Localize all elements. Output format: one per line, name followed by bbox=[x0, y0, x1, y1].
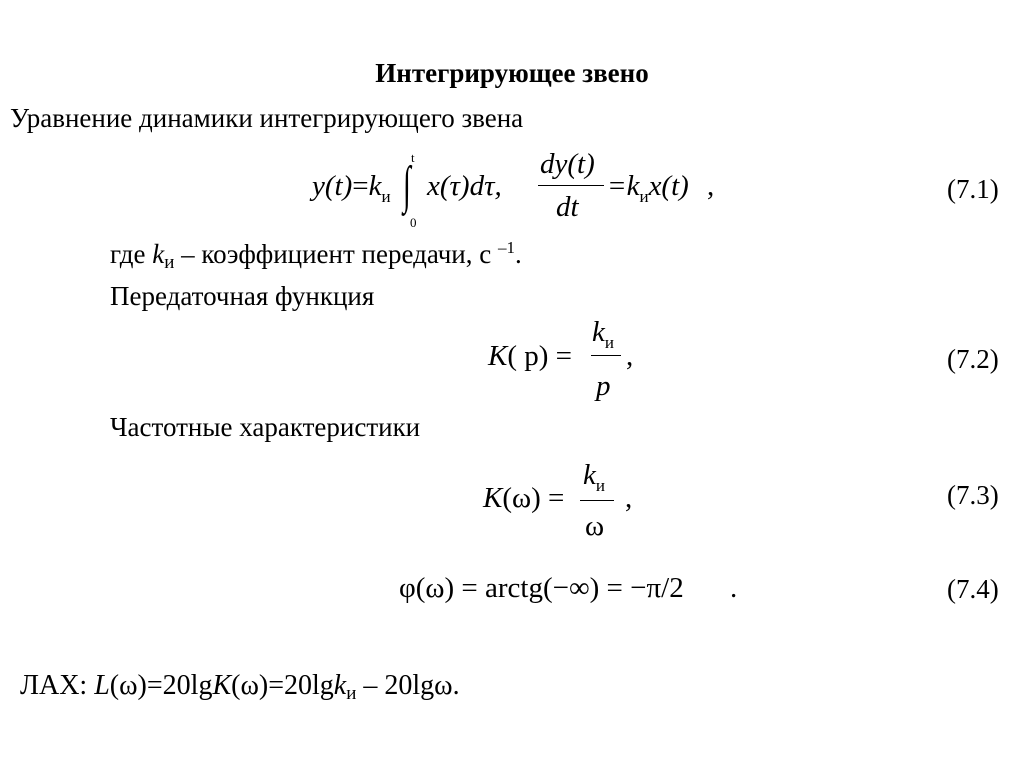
lah-part1: (ω)=20lg bbox=[109, 670, 213, 701]
integral-lower: 0 bbox=[410, 215, 417, 230]
eq2-num-k: k bbox=[592, 316, 605, 348]
eq3-num-k: k bbox=[583, 459, 596, 491]
eq2-number: (7.2) bbox=[947, 344, 999, 374]
lah-part2: (ω)=20lg bbox=[231, 670, 334, 701]
eq2-num-sub: и bbox=[604, 333, 614, 352]
freq-label: Частотные характеристики bbox=[110, 412, 421, 442]
eq3-num bbox=[583, 459, 605, 495]
eq3-K: K bbox=[483, 482, 503, 514]
eq1-rhs-tail: x(t) bbox=[648, 170, 689, 202]
eq1-rhs bbox=[607, 170, 689, 206]
integral-upper: t bbox=[411, 150, 415, 165]
eq2-lhs bbox=[488, 342, 572, 371]
eq1-k-sub: и bbox=[381, 187, 391, 206]
where-end: . bbox=[515, 239, 522, 269]
where-line bbox=[110, 238, 522, 273]
eq3-arg: (ω) = bbox=[502, 482, 565, 514]
eq3-lhs bbox=[483, 484, 564, 513]
integral-sign: ∫ bbox=[403, 157, 411, 214]
eq1-lhs bbox=[312, 170, 391, 206]
transfer-label: Передаточная функция bbox=[110, 281, 375, 311]
eq2-arg: ( p) = bbox=[507, 340, 573, 372]
eq3-den: ω bbox=[585, 510, 605, 542]
intro-text: Уравнение динамики интегрирующего звена bbox=[10, 103, 524, 133]
eq3-number: (7.3) bbox=[947, 480, 999, 510]
eq1-rhs-k: =k bbox=[607, 170, 640, 202]
lah-L: L bbox=[94, 670, 110, 701]
eq1-equals: = bbox=[352, 170, 369, 202]
eq4-number: (7.4) bbox=[947, 574, 999, 604]
eq1-integrand: x(τ)dτ, bbox=[427, 170, 502, 202]
eq2-K: K bbox=[488, 340, 508, 372]
eq1-k: k bbox=[368, 170, 382, 202]
eq1-number: (7.1) bbox=[947, 174, 999, 204]
eq1-fraction-num: dy(t) bbox=[540, 148, 595, 180]
lah-tail: – 20lgω. bbox=[356, 670, 460, 701]
where-prefix: где bbox=[110, 239, 153, 269]
eq1-lhs-text: y(t) bbox=[312, 170, 353, 202]
eq4-expr: φ(ω) = arctg(−∞) = −π/2 bbox=[399, 572, 684, 604]
eq1-comma: , bbox=[707, 170, 715, 202]
where-rest: – коэффициент передачи, с bbox=[174, 239, 498, 269]
eq3-comma: , bbox=[625, 482, 633, 514]
lah-k-sub: и bbox=[346, 683, 357, 704]
lah-line bbox=[20, 670, 460, 702]
lah-K: K bbox=[212, 670, 232, 701]
eq3-num-sub: и bbox=[595, 476, 605, 495]
lah-k: k bbox=[333, 670, 347, 701]
eq1-fraction-den: dt bbox=[556, 191, 579, 223]
eq3-fraction-line bbox=[580, 500, 614, 501]
eq2-den: p bbox=[596, 370, 611, 402]
eq2-comma: , bbox=[626, 340, 634, 372]
eq1-fraction-line bbox=[538, 185, 604, 186]
eq4-dot: . bbox=[730, 572, 738, 604]
eq1-rhs-sub: и bbox=[639, 187, 649, 206]
where-k: k bbox=[152, 239, 165, 269]
eq2-fraction-line bbox=[591, 355, 621, 356]
where-exponent: –1 bbox=[498, 238, 515, 257]
eq2-num bbox=[592, 316, 614, 352]
page-title: Интегрирующее звено bbox=[375, 58, 649, 88]
lah-label: ЛАХ: bbox=[20, 670, 95, 701]
where-k-sub: и bbox=[164, 252, 175, 273]
